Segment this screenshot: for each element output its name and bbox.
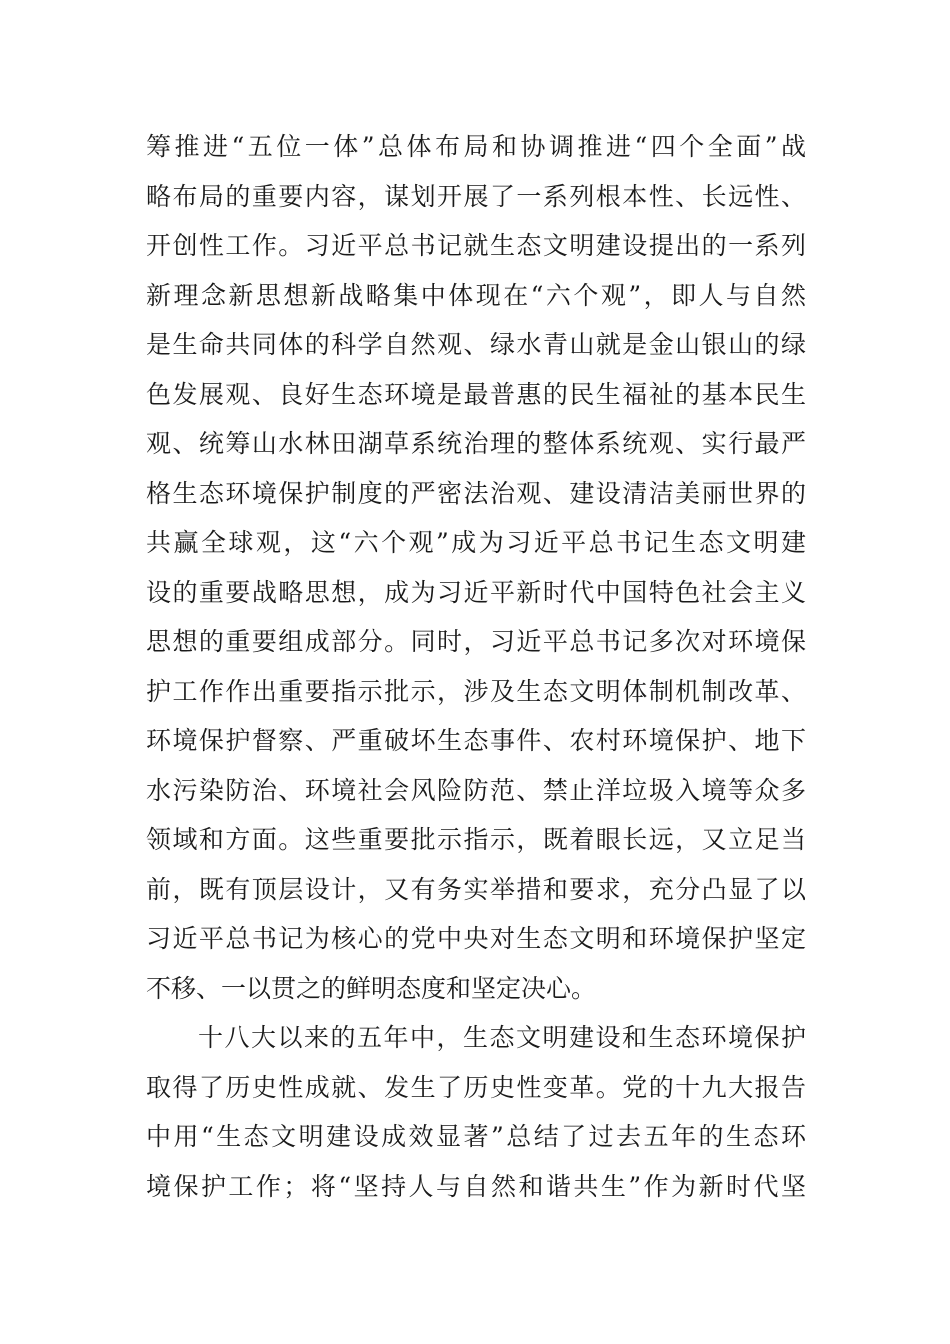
- text-line: 中用“生态文明建设成效显著”总结了过去五年的生态环: [146, 1122, 806, 1151]
- text-line: 十八大以来的五年中，生态文明建设和生态环境保护: [198, 1023, 806, 1052]
- text-line: 共赢全球观，这“六个观”成为习近平总书记生态文明建: [146, 528, 806, 557]
- text-line: 领域和方面。这些重要批示指示，既着眼长远，又立足当: [146, 825, 806, 854]
- text-line: 筹推进“五位一体”总体布局和协调推进“四个全面”战: [146, 132, 806, 161]
- text-line: 是生命共同体的科学自然观、绿水青山就是金山银山的绿: [146, 330, 806, 359]
- text-line: 格生态环境保护制度的严密法治观、建设清洁美丽世界的: [146, 478, 806, 508]
- text-line: 设的重要战略思想，成为习近平新时代中国特色社会主义: [146, 577, 806, 607]
- text-line: 水污染防治、环境社会风险防范、禁止洋垃圾入境等众多: [146, 775, 806, 805]
- text-line: 环境保护督察、严重破坏生态事件、农村环境保护、地下: [146, 726, 806, 755]
- text-line: 开创性工作。习近平总书记就生态文明建设提出的一系列: [146, 231, 806, 260]
- text-line: 护工作作出重要指示批示，涉及生态文明体制机制改革、: [146, 676, 806, 706]
- text-line: 色发展观、良好生态环境是最普惠的民生福祉的基本民生: [146, 379, 806, 409]
- text-line: 新理念新思想新战略集中体现在“六个观”，即人与自然: [146, 280, 806, 310]
- paragraph-2: [146, 1013, 806, 1211]
- body-text: [146, 122, 806, 1211]
- text-line: 境保护工作；将“坚持人与自然和谐共生”作为新时代坚: [146, 1171, 806, 1201]
- text-line: 略布局的重要内容，谋划开展了一系列根本性、长远性、: [146, 181, 806, 211]
- text-line: 取得了历史性成就、发生了历史性变革。党的十九大报告: [146, 1072, 806, 1102]
- text-line: 不移、一以贯之的鲜明态度和坚定决心。: [146, 973, 597, 1003]
- text-line: 思想的重要组成部分。同时，习近平总书记多次对环境保: [146, 627, 806, 656]
- text-line: 前，既有顶层设计，又有务实举措和要求，充分凸显了以: [146, 874, 806, 904]
- text-line: 习近平总书记为核心的党中央对生态文明和环境保护坚定: [146, 924, 806, 953]
- paragraph-1: [146, 122, 806, 1013]
- text-line: 观、统筹山水林田湖草系统治理的整体系统观、实行最严: [146, 429, 806, 458]
